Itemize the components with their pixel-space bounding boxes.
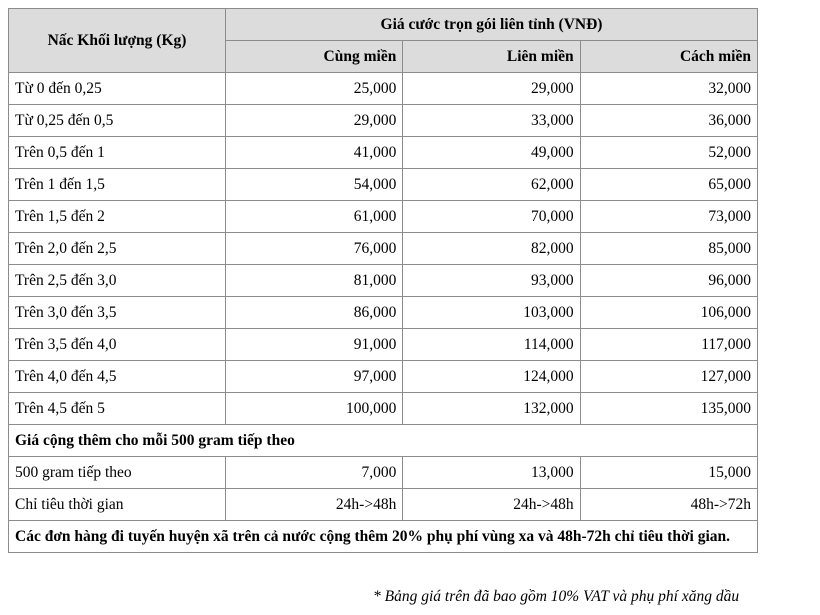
weight-range-cell: Trên 4,0 đến 4,5 xyxy=(9,361,226,393)
same-region-price: 91,000 xyxy=(226,329,403,361)
weight-range-cell: Trên 3,5 đến 4,0 xyxy=(9,329,226,361)
shipping-price-table xyxy=(8,8,758,553)
same-region-price: 61,000 xyxy=(226,201,403,233)
inter-region-price: 114,000 xyxy=(403,329,580,361)
inter-region-price: 93,000 xyxy=(403,265,580,297)
table-row xyxy=(9,169,758,201)
table-row xyxy=(9,489,758,521)
table-row xyxy=(9,233,758,265)
table-row xyxy=(9,457,758,489)
weight-range-cell: Trên 1,5 đến 2 xyxy=(9,201,226,233)
price-group-header: Giá cước trọn gói liên tỉnh (VNĐ) xyxy=(226,9,758,41)
inter-region-price: 29,000 xyxy=(403,73,580,105)
far-region-price: 85,000 xyxy=(580,233,757,265)
inter-region-price: 49,000 xyxy=(403,137,580,169)
weight-range-cell: Trên 1 đến 1,5 xyxy=(9,169,226,201)
table-row xyxy=(9,265,758,297)
weight-range-cell: Trên 4,5 đến 5 xyxy=(9,393,226,425)
delivery-time-label: Chỉ tiêu thời gian xyxy=(9,489,226,521)
table-row xyxy=(9,105,758,137)
inter-region-price: 33,000 xyxy=(403,105,580,137)
inter-region-price: 70,000 xyxy=(403,201,580,233)
far-region-price: 73,000 xyxy=(580,201,757,233)
inter-region-price: 103,000 xyxy=(403,297,580,329)
weight-column-header: Nấc Khối lượng (Kg) xyxy=(9,9,226,73)
table-row xyxy=(9,73,758,105)
far-region-price: 96,000 xyxy=(580,265,757,297)
table-row xyxy=(9,201,758,233)
far-region-price: 135,000 xyxy=(580,393,757,425)
vat-footnote: * Bảng giá trên đã bao gồm 10% VAT và phụ phí xăng dầu xyxy=(373,588,740,605)
same-region-price: 76,000 xyxy=(226,233,403,265)
far-region-price: 32,000 xyxy=(580,73,757,105)
same-region-price: 25,000 xyxy=(226,73,403,105)
inter-region-price: 124,000 xyxy=(403,361,580,393)
far-region-price: 127,000 xyxy=(580,361,757,393)
weight-range-cell: Trên 2,5 đến 3,0 xyxy=(9,265,226,297)
weight-range-cell: Trên 3,0 đến 3,5 xyxy=(9,297,226,329)
same-region-header: Cùng miền xyxy=(226,41,403,73)
same-region-price: 54,000 xyxy=(226,169,403,201)
weight-range-cell: Trên 2,0 đến 2,5 xyxy=(9,233,226,265)
inter-region-delivery-time: 24h->48h xyxy=(403,489,580,521)
same-region-delivery-time: 24h->48h xyxy=(226,489,403,521)
note-row xyxy=(9,521,758,553)
far-region-delivery-time: 48h->72h xyxy=(580,489,757,521)
weight-range-cell: Từ 0,25 đến 0,5 xyxy=(9,105,226,137)
inter-region-price: 62,000 xyxy=(403,169,580,201)
same-region-price: 97,000 xyxy=(226,361,403,393)
remote-area-note: Các đơn hàng đi tuyến huyện xã trên cả nước cộng thêm 20% phụ phí vùng xa và 48h-72h chỉ tiêu thời gian. xyxy=(9,521,758,553)
far-region-price: 36,000 xyxy=(580,105,757,137)
far-region-price: 65,000 xyxy=(580,169,757,201)
weight-range-cell: Từ 0 đến 0,25 xyxy=(9,73,226,105)
same-region-price: 81,000 xyxy=(226,265,403,297)
inter-region-extra: 13,000 xyxy=(403,457,580,489)
same-region-price: 29,000 xyxy=(226,105,403,137)
inter-region-price: 132,000 xyxy=(403,393,580,425)
extra-row-label: 500 gram tiếp theo xyxy=(9,457,226,489)
far-region-price: 106,000 xyxy=(580,297,757,329)
table-row xyxy=(9,329,758,361)
same-region-price: 100,000 xyxy=(226,393,403,425)
extra-section-title: Giá cộng thêm cho mỗi 500 gram tiếp theo xyxy=(9,425,758,457)
same-region-price: 86,000 xyxy=(226,297,403,329)
section-row xyxy=(9,425,758,457)
far-region-extra: 15,000 xyxy=(580,457,757,489)
weight-range-cell: Trên 0,5 đến 1 xyxy=(9,137,226,169)
inter-region-price: 82,000 xyxy=(403,233,580,265)
table-row xyxy=(9,137,758,169)
far-region-price: 52,000 xyxy=(580,137,757,169)
far-region-header: Cách miền xyxy=(580,41,757,73)
table-row xyxy=(9,361,758,393)
inter-region-header: Liên miền xyxy=(403,41,580,73)
table-row xyxy=(9,297,758,329)
same-region-extra: 7,000 xyxy=(226,457,403,489)
far-region-price: 117,000 xyxy=(580,329,757,361)
table-row xyxy=(9,393,758,425)
same-region-price: 41,000 xyxy=(226,137,403,169)
